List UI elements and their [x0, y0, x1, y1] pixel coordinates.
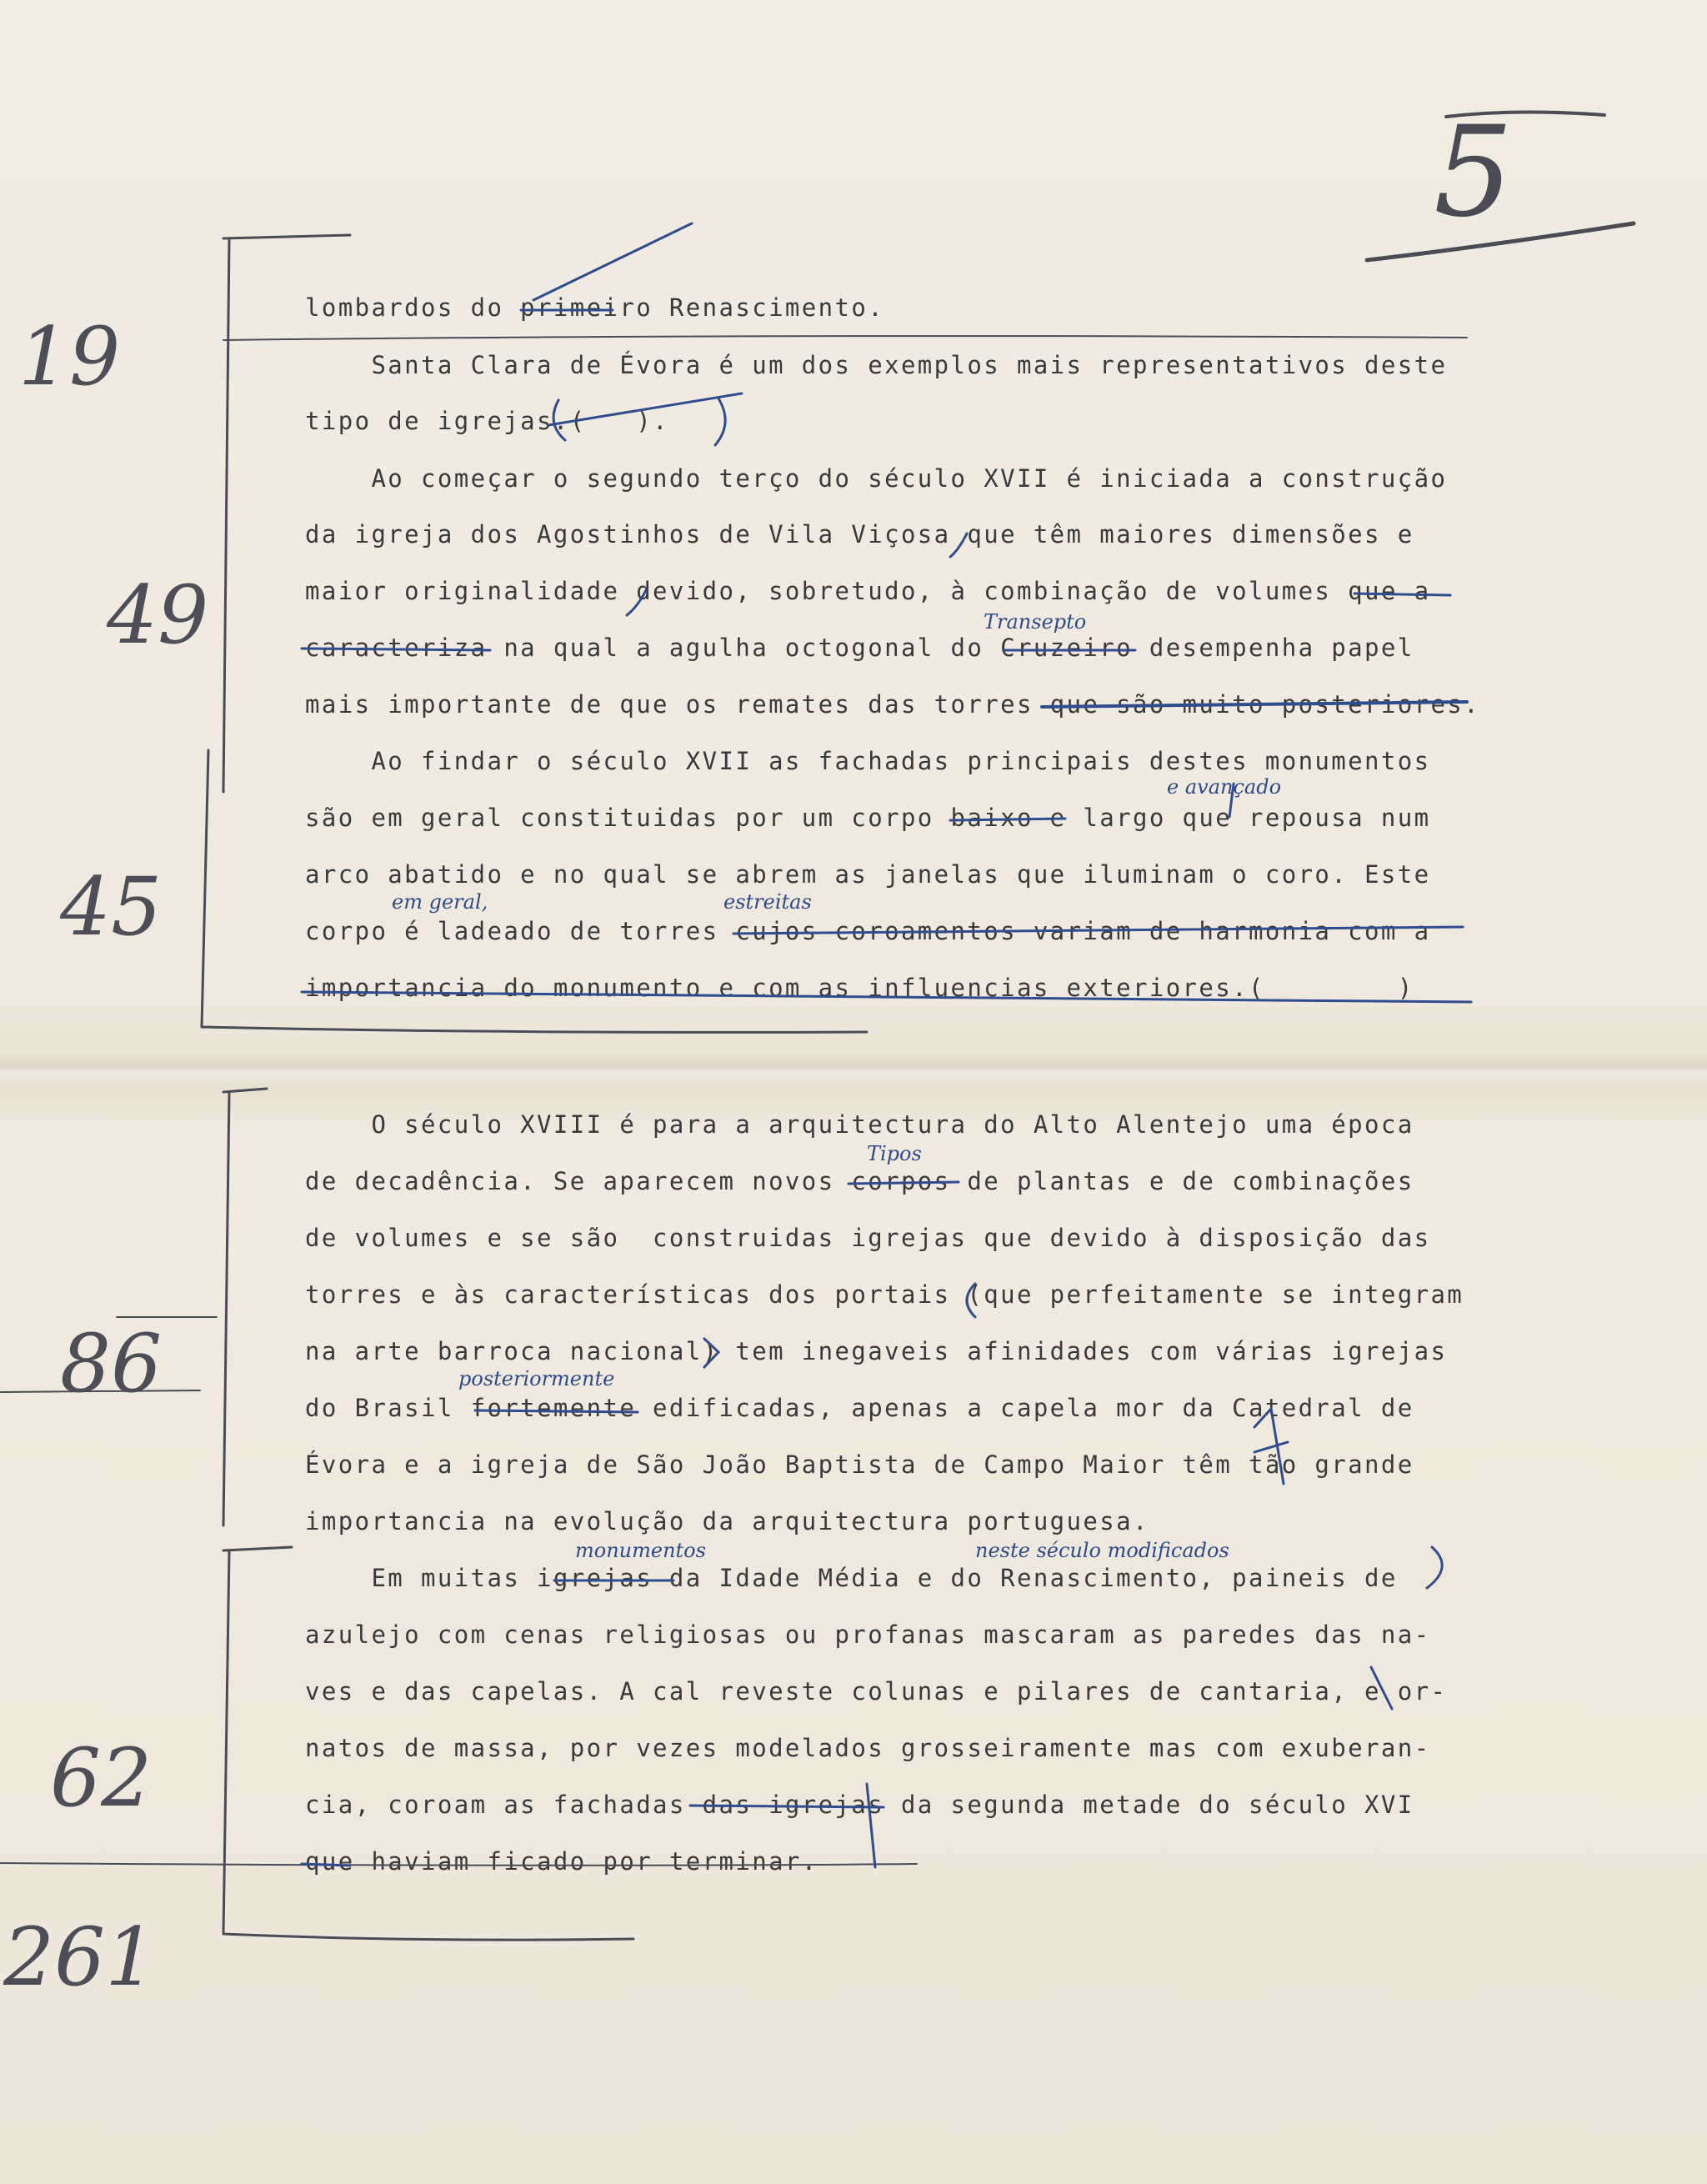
text-line: na arte barroca nacional) tem inegaveis afinidades com várias igrejas	[305, 1337, 1448, 1365]
text-line: tipo de igrejas.( ).	[305, 407, 669, 435]
margin-number: 86	[60, 1317, 163, 1410]
text-line: lombardos do primeiro Renascimento.	[305, 293, 885, 322]
text-line: da igreja dos Agostinhos de Vila Viçosa que têm maiores dimensões e	[305, 520, 1414, 549]
margin-number: 49	[107, 569, 209, 662]
text-line: importancia do monumento e com as influencias exteriores.( )	[305, 974, 1414, 1002]
text-line: Évora e a igreja de São João Baptista de Campo Maior têm tão grande	[305, 1450, 1414, 1479]
annotation-transepto: Transepto	[984, 610, 1087, 634]
text-line: maior originalidade devido, sobretudo, à combinação de volumes que a	[305, 577, 1431, 605]
text-line: importancia na evolução da arquitectura portuguesa.	[305, 1507, 1149, 1535]
margin-number: 19	[18, 310, 121, 403]
annotation-neste-seculo: neste século modificados	[975, 1539, 1229, 1562]
annotation-em-geral: em geral,	[392, 890, 488, 914]
annotation-tipos: Tipos	[867, 1142, 922, 1165]
text-line: arco abatido e no qual se abrem as janelas que iluminam o coro. Este	[305, 860, 1431, 889]
text-line: que haviam ficado por terminar.	[305, 1847, 818, 1876]
text-line: mais importante de que os remates das torres que são muito posteriores.	[305, 690, 1481, 719]
text-line: de volumes e se são construidas igrejas que devido à disposição das	[305, 1224, 1431, 1252]
text-line: Ao findar o século XVII as fachadas principais destes monumentos	[305, 747, 1431, 775]
margin-number: 45	[60, 860, 163, 954]
margin-number: 261	[3, 1911, 157, 2004]
annotation-posteriormente: posteriormente	[458, 1367, 615, 1390]
text-line: azulejo com cenas religiosas ou profanas mascaram as paredes das na-	[305, 1620, 1431, 1649]
text-line: O século XVIII é para a arquitectura do Alto Alentejo uma época	[305, 1110, 1414, 1139]
text-line: Santa Clara de Évora é um dos exemplos mais representativos deste	[305, 351, 1448, 379]
text-line: Em muitas igrejas da Idade Média e do Renascimento, paineis de	[305, 1564, 1398, 1592]
text-line: torres e às características dos portais (que perfeitamente se integram	[305, 1280, 1464, 1309]
text-line: corpo é ladeado de torres cujos coroamentos variam de harmonia com a	[305, 917, 1431, 945]
text-line: natos de massa, por vezes modelados grosseiramente mas com exuberan-	[305, 1734, 1431, 1762]
annotation-monumentos: monumentos	[575, 1539, 706, 1562]
margin-number: 62	[50, 1731, 153, 1825]
page-number: 5	[1434, 100, 1514, 245]
text-line: ves e das capelas. A cal reveste colunas e pilares de cantaria, e or-	[305, 1677, 1448, 1706]
text-line: são em geral constituidas por um corpo baixo e largo que repousa num	[305, 804, 1431, 832]
text-line: do Brasil fortemente edificadas, apenas a capela mor da Catedral de	[305, 1394, 1414, 1422]
text-line: de decadência. Se aparecem novos corpos de plantas e de combinações	[305, 1167, 1414, 1195]
text-line: Ao começar o segundo terço do século XVII é iniciada a construção	[305, 464, 1448, 493]
text-line: caracteriza na qual a agulha octogonal do Cruzeiro desempenha papel	[305, 634, 1414, 662]
annotation-estreitas: estreitas	[723, 890, 812, 914]
text-line: cia, coroam as fachadas das igrejas da segunda metade do século XVI	[305, 1791, 1414, 1819]
annotation-avancado: e avançado	[1167, 775, 1282, 799]
